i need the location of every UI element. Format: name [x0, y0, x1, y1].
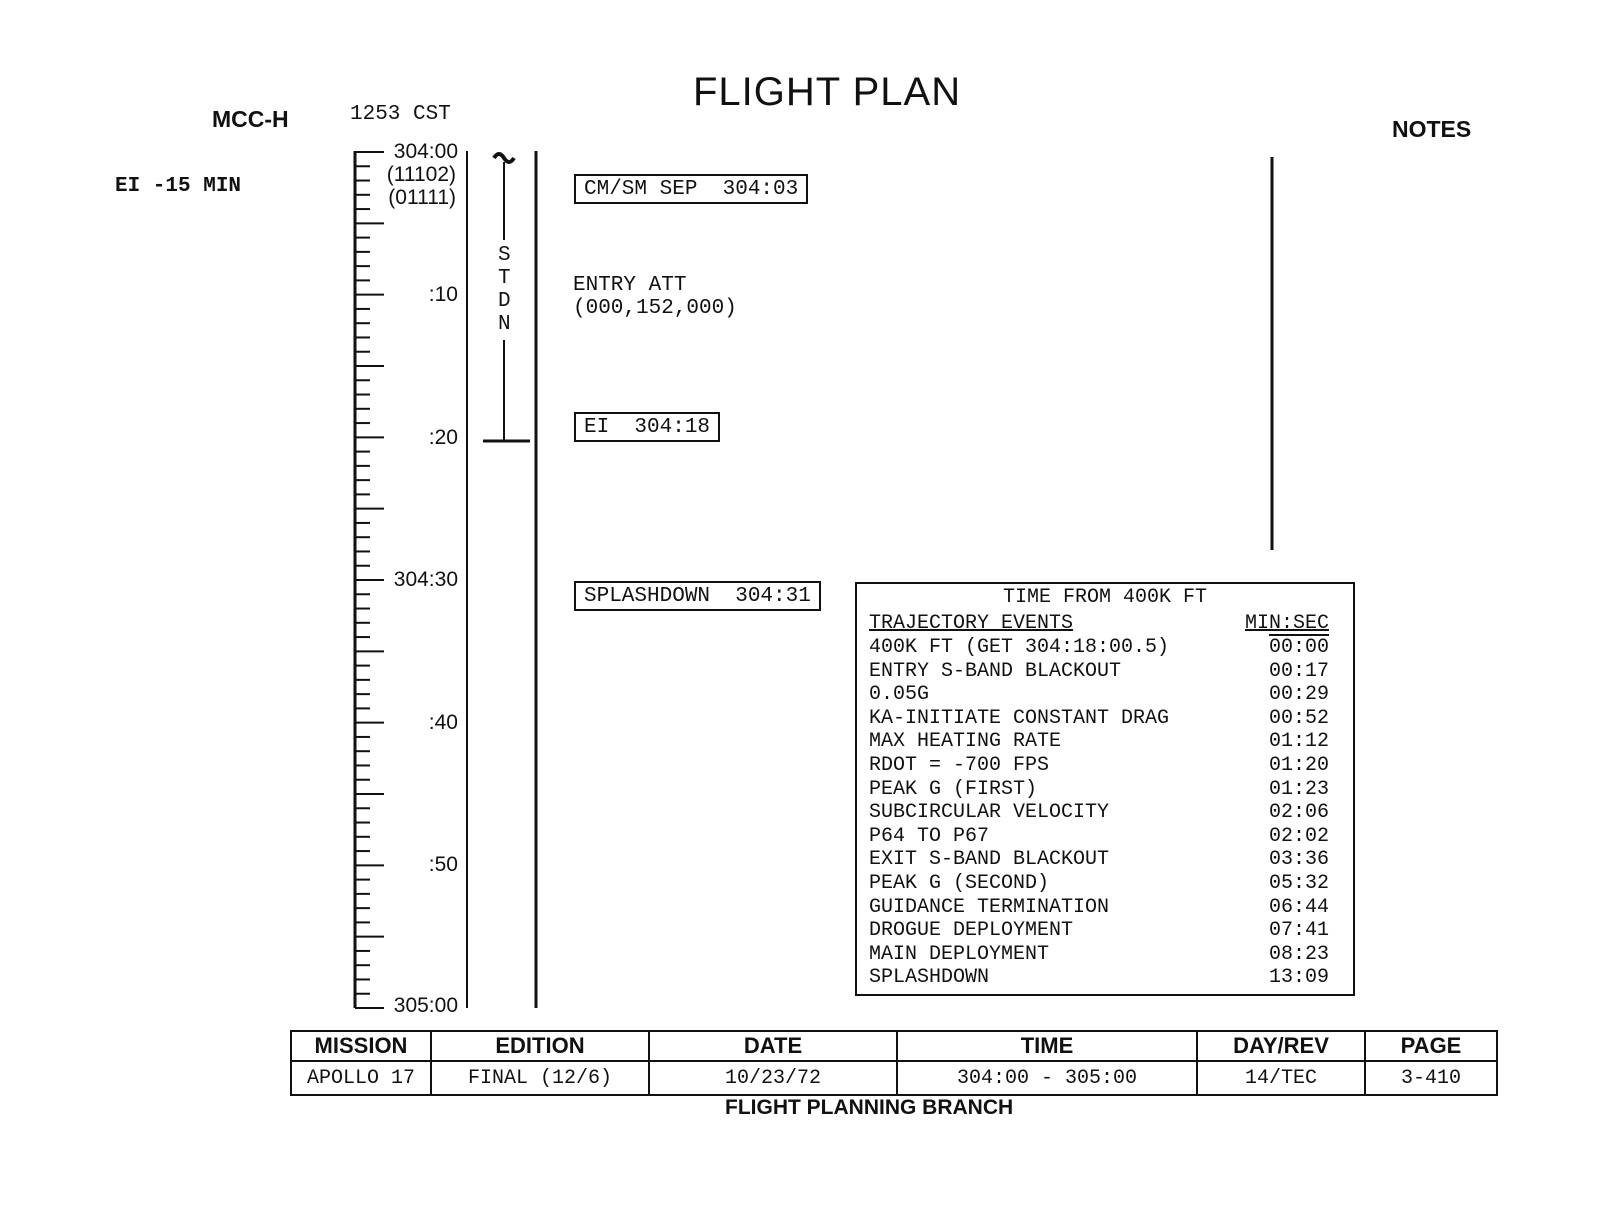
code-label-2: (01111) [388, 186, 456, 209]
trajectory-row [869, 919, 1341, 943]
trajectory-row [869, 943, 1341, 967]
trajectory-table-title: TIME FROM 400K FT [1002, 586, 1208, 609]
trajectory-event: GUIDANCE TERMINATION [869, 895, 1110, 919]
time-label-305-00: 305:00 [393, 994, 458, 1017]
trajectory-time: 00:17 [1268, 659, 1329, 683]
trajectory-event: PEAK G (SECOND) [869, 872, 1050, 895]
ei-event: EI 304:18 [574, 412, 720, 442]
trajectory-time: 00:00 [1268, 636, 1329, 659]
trajectory-event: MAIN DEPLOYMENT [869, 942, 1050, 966]
flight-planning-branch: FLIGHT PLANNING BRANCH [725, 1096, 1014, 1119]
trajectory-row [869, 660, 1341, 684]
notes-heading: NOTES [1392, 116, 1472, 142]
trajectory-time: 13:09 [1268, 966, 1329, 990]
trajectory-event: 0.05G [869, 683, 930, 707]
trajectory-time: 01:23 [1268, 777, 1329, 801]
trajectory-events-heading: TRAJECTORY EVENTS [869, 612, 1074, 635]
trajectory-time: 00:29 [1268, 683, 1329, 707]
trajectory-time: 02:02 [1268, 824, 1329, 848]
trajectory-event: 400K FT (GET 304:18:00.5) [869, 636, 1170, 659]
entry-att-label: ENTRY ATT [573, 274, 687, 297]
trajectory-row [869, 754, 1341, 778]
time-label-304-00: 304:00 [393, 140, 458, 163]
trajectory-time: 01:12 [1268, 730, 1329, 754]
time-label-304-30: 304:30 [393, 568, 458, 591]
stdn-letter: D [498, 290, 511, 313]
cst-time: 1253 CST [350, 103, 451, 126]
time-label-10: :10 [428, 283, 458, 306]
time-label-40: :40 [428, 711, 458, 734]
footer-header-time: TIME [897, 1031, 1197, 1061]
stdn-letter: S [498, 244, 511, 267]
footer-edition: FINAL (12/6) [431, 1061, 649, 1095]
trajectory-time: 03:36 [1268, 848, 1329, 872]
trajectory-time: 08:23 [1268, 942, 1329, 966]
footer-mission: APOLLO 17 [291, 1061, 431, 1095]
footer-header-mission: MISSION [291, 1031, 431, 1061]
footer-header-dayrev: DAY/REV [1197, 1031, 1365, 1061]
trajectory-event: EXIT S-BAND BLACKOUT [869, 848, 1110, 872]
time-label-50: :50 [428, 853, 458, 876]
trajectory-row [869, 872, 1341, 896]
trajectory-events-table [855, 582, 1355, 996]
trajectory-event: SPLASHDOWN [869, 966, 990, 990]
footer-date: 10/23/72 [649, 1061, 897, 1095]
trajectory-row [869, 966, 1341, 990]
entry-att-values: (000,152,000) [573, 297, 737, 320]
trajectory-row [869, 636, 1341, 660]
trajectory-row [869, 683, 1341, 707]
trajectory-row [869, 848, 1341, 872]
trajectory-time: 06:44 [1268, 895, 1329, 919]
footer-header-date: DATE [649, 1031, 897, 1061]
trajectory-event: ENTRY S-BAND BLACKOUT [869, 659, 1122, 683]
trajectory-event: SUBCIRCULAR VELOCITY [869, 801, 1110, 825]
code-label-1: (11102) [386, 163, 456, 186]
trajectory-event: P64 TO P67 [869, 824, 990, 848]
splashdown-event: SPLASHDOWN 304:31 [574, 581, 821, 611]
trajectory-time: 01:20 [1268, 754, 1329, 777]
stdn-letter: N [498, 313, 511, 336]
footer-header-page: PAGE [1365, 1031, 1497, 1061]
min-sec-heading: MIN:SEC [1244, 612, 1329, 635]
footer-dayrev: 14/TEC [1197, 1061, 1365, 1095]
time-label-20: :20 [428, 426, 458, 449]
trajectory-time: 05:32 [1268, 872, 1329, 895]
cmsm-sep-event: CM/SM SEP 304:03 [574, 174, 808, 204]
footer-header-edition: EDITION [431, 1031, 649, 1061]
trajectory-time: 07:41 [1268, 919, 1329, 943]
page-title: FLIGHT PLAN [693, 70, 962, 114]
trajectory-event: KA-INITIATE CONSTANT DRAG [869, 706, 1170, 730]
trajectory-event: MAX HEATING RATE [869, 730, 1062, 754]
stdn-letter: T [498, 267, 511, 290]
footer-table [290, 1030, 1498, 1096]
trajectory-event: PEAK G (FIRST) [869, 777, 1038, 801]
trajectory-row [869, 707, 1341, 731]
trajectory-row [869, 778, 1341, 802]
trajectory-event: RDOT = -700 FPS [869, 754, 1050, 777]
ei-note: EI -15 MIN [115, 175, 242, 198]
trajectory-header-row [869, 612, 1341, 636]
trajectory-row [869, 801, 1341, 825]
footer-page: 3-410 [1365, 1061, 1497, 1095]
trajectory-event: DROGUE DEPLOYMENT [869, 919, 1074, 943]
trajectory-row [869, 730, 1341, 754]
trajectory-row [869, 825, 1341, 849]
trajectory-time: 02:06 [1268, 801, 1329, 825]
trajectory-row [869, 896, 1341, 920]
trajectory-time: 00:52 [1268, 706, 1329, 730]
station-label: MCC-H [212, 106, 289, 132]
footer-time: 304:00 - 305:00 [897, 1061, 1197, 1095]
